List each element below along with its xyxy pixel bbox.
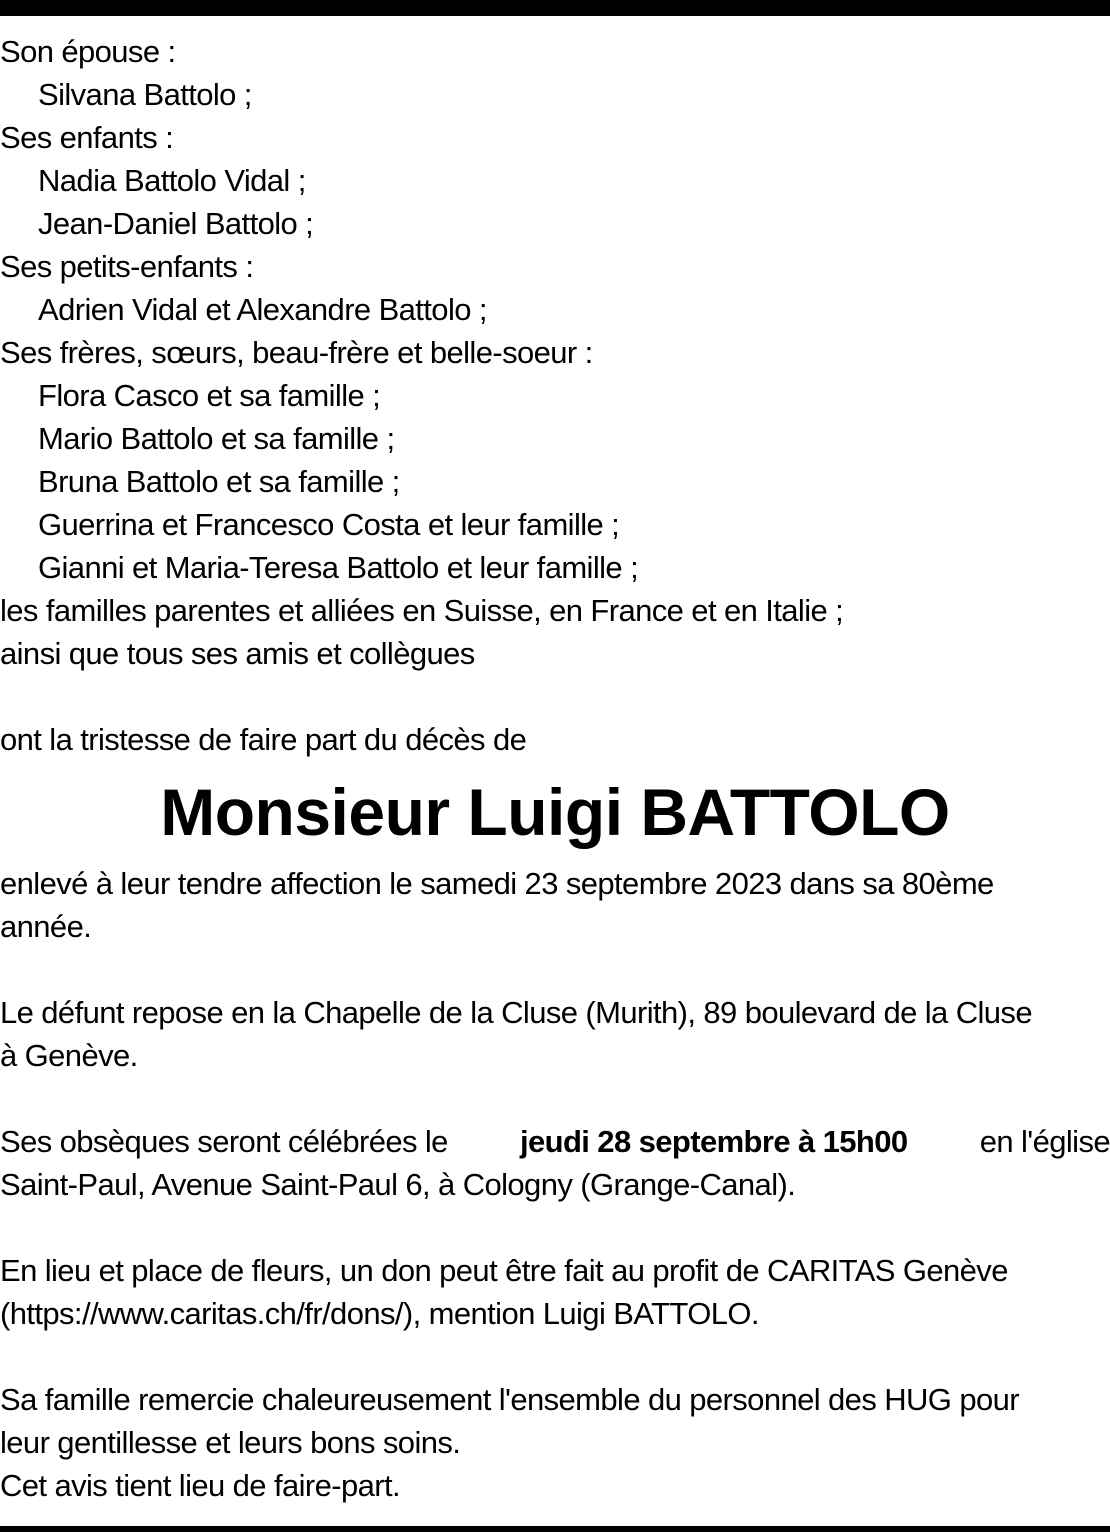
funeral-location: Saint-Paul, Avenue Saint-Paul 6, à Cologny (Grange-Canal). <box>0 1167 796 1202</box>
funeral-post: en l'église <box>979 1124 1110 1159</box>
thanks-line-2: leur gentillesse et leurs bons soins. <box>0 1425 461 1460</box>
sibling-name: Mario Battolo et sa famille ; <box>38 421 395 456</box>
bottom-border-rule <box>0 1526 1110 1532</box>
sibling-name: Flora Casco et sa famille ; <box>38 378 381 413</box>
donation-line-2: (https://www.caritas.ch/fr/dons/), mention Luigi BATTOLO. <box>0 1296 759 1331</box>
spacer <box>0 948 1110 991</box>
grandchild-names: Adrien Vidal et Alexandre Battolo ; <box>38 292 487 327</box>
death-text: enlevé à leur tendre affection le samedi 23 septembre 2023 dans sa 80ème <box>0 866 994 901</box>
child-name: Nadia Battolo Vidal ; <box>38 163 306 198</box>
friends-line: ainsi que tous ses amis et collègues <box>0 636 475 671</box>
death-line <box>0 862 1110 905</box>
relatives-line: les familles parentes et alliées en Suisse, en France et en Italie ; <box>0 593 844 628</box>
sibling-name: Gianni et Maria-Teresa Battolo et leur famille ; <box>38 550 639 585</box>
spouse-label: Son épouse : <box>0 34 176 69</box>
spouse-name: Silvana Battolo ; <box>38 77 252 112</box>
children-label: Ses enfants : <box>0 120 174 155</box>
funeral-datetime: jeudi 28 septembre à 15h00 <box>519 1124 908 1159</box>
deceased-name: Monsieur Luigi BATTOLO <box>160 775 950 849</box>
intro-line: ont la tristesse de faire part du décès de <box>0 722 527 757</box>
closing-line: Cet avis tient lieu de faire-part. <box>0 1468 401 1503</box>
funeral-pre: Ses obsèques seront célébrées le <box>0 1124 448 1159</box>
sibling-name: Bruna Battolo et sa famille ; <box>38 464 400 499</box>
obituary-notice <box>0 30 1110 1507</box>
spacer <box>0 1335 1110 1378</box>
spacer <box>0 675 1110 718</box>
thanks-line: Sa famille remercie chaleureusement l'ensemble du personnel des HUG pour <box>0 1382 1019 1417</box>
siblings-label: Ses frères, sœurs, beau-frère et belle-soeur : <box>0 335 593 370</box>
child-name: Jean-Daniel Battolo ; <box>38 206 314 241</box>
donation-line: En lieu et place de fleurs, un don peut être fait au profit de CARITAS Genève <box>0 1253 1008 1288</box>
death-line-2: année. <box>0 909 92 944</box>
rest-line: Le défunt repose en la Chapelle de la Cluse (Murith), 89 boulevard de la Cluse <box>0 995 1032 1030</box>
spacer <box>0 1206 1110 1249</box>
top-border-rule <box>0 0 1110 16</box>
rest-line-2: à Genève. <box>0 1038 138 1073</box>
funeral-line <box>0 1120 1110 1163</box>
spacer <box>0 1077 1110 1120</box>
grandchildren-label: Ses petits-enfants : <box>0 249 254 284</box>
sibling-name: Guerrina et Francesco Costa et leur famille ; <box>38 507 620 542</box>
